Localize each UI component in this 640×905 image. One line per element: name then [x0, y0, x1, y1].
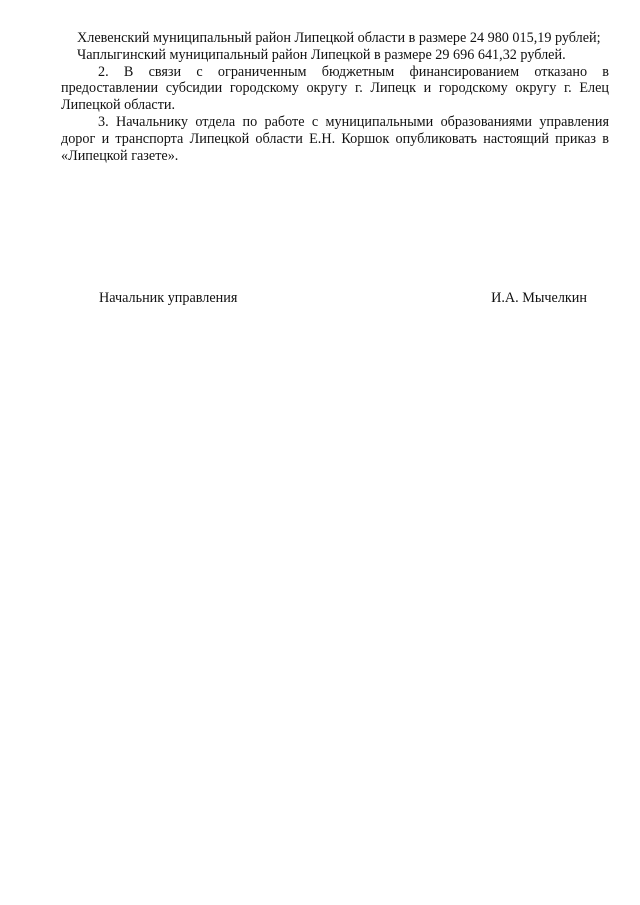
paragraph-item-2: 2. В связи с ограниченным бюджетным финансированием отказано в предоставлении субсидии городскому округу г. Липецк и городскому округу г. Елец Липецкой области. — [61, 63, 609, 114]
signature-name: И.А. Мычелкин — [491, 290, 587, 306]
document-body — [61, 30, 609, 164]
signature-title: Начальник управления — [99, 290, 238, 306]
paragraph-chaplyginsky: Чаплыгинский муниципальный район Липецкой в размере 29 696 641,32 рублей. — [77, 46, 566, 63]
paragraph-khlevensky: Хлевенский муниципальный район Липецкой области в размере 24 980 015,19 рублей; — [77, 30, 601, 46]
paragraph-item-3: 3. Начальнику отдела по работе с муниципальными образованиями управления дорог и транспорта Липецкой области Е.Н. Коршок опубликовать настоящий приказ в «Липецкой газете». — [61, 113, 609, 164]
document-page — [61, 0, 609, 905]
